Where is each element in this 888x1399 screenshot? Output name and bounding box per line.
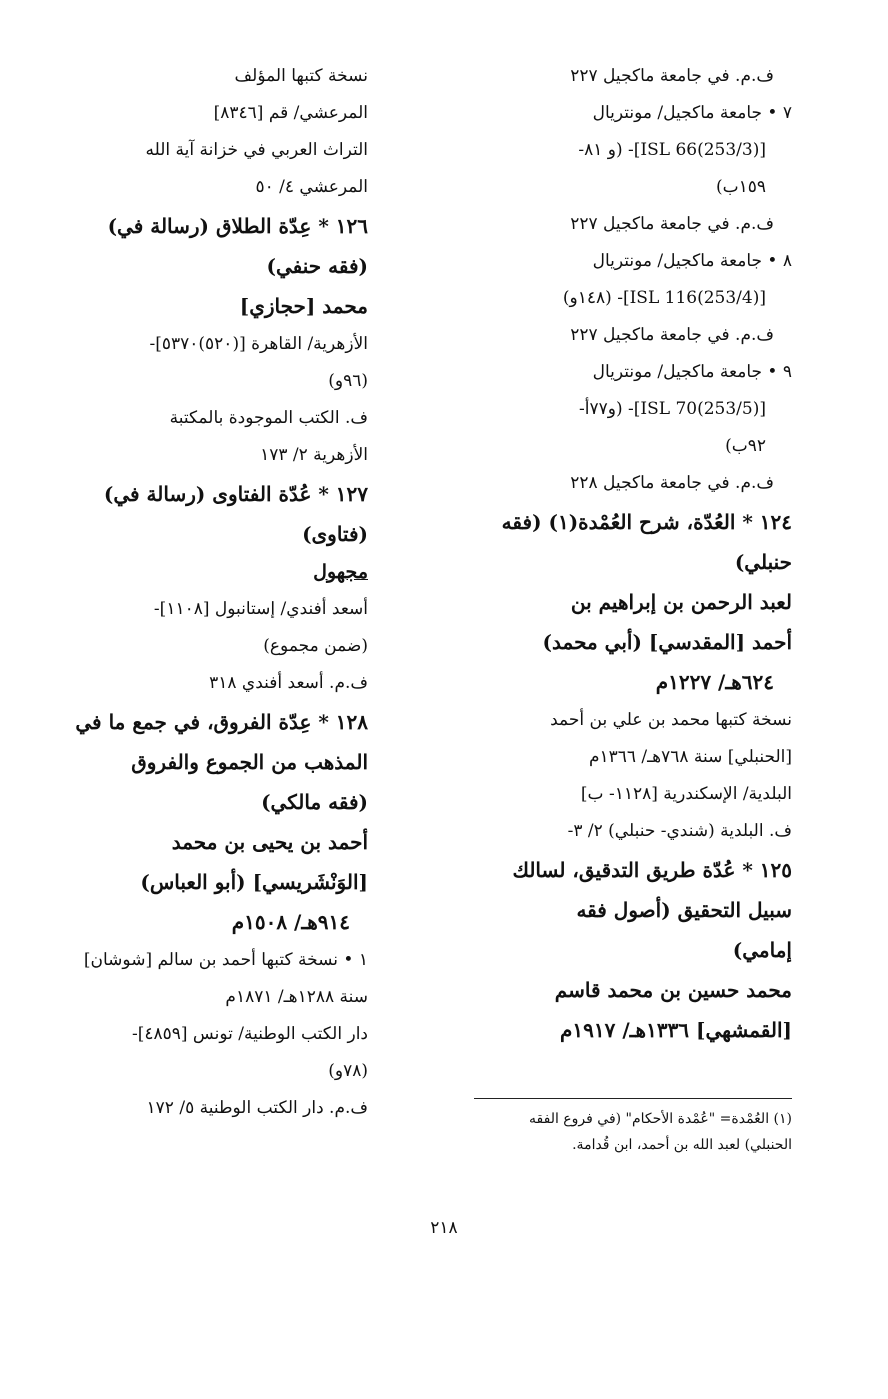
text-line: ف.م. في جامعة ماكجيل ٢٢٧: [570, 66, 774, 86]
text-line: ١٢٦ * عِدّة الطلاق (رسالة في): [107, 214, 368, 238]
text-line: ف.م. في جامعة ماكجيل ٢٢٧: [570, 325, 774, 345]
text-line: ٦٢٤هـ/ ١٢٢٧م: [655, 670, 774, 694]
text-line: الأزهرية/ القاهرة [(٥٢٠)٥٣٧٠]-: [149, 334, 368, 354]
text-line: ف.م. دار الكتب الوطنية ٥/ ١٧٢: [146, 1098, 368, 1118]
text-line: ١٢٧ * عُدّة الفتاوى (رسالة في): [103, 482, 368, 506]
text-line: ١٥٩ب): [715, 177, 766, 197]
text-line: ١ • نسخة كتبها أحمد بن سالم [شوشان]: [83, 950, 368, 970]
footnote-line: الحنبلي) لعبد الله بن أحمد، ابن قُدامة.: [572, 1137, 792, 1153]
text-line: نسخة كتبها المؤلف: [234, 66, 368, 86]
text-line: (٩٦و): [328, 371, 368, 391]
text-line: (ضمن مجموع): [263, 636, 368, 656]
text-line: مجهول: [313, 561, 368, 583]
text-line: المرعشي ٤/ ٥٠: [255, 177, 368, 197]
text-line: [القمشهي] ١٣٣٦هـ/ ١٩١٧م: [560, 1018, 792, 1042]
text-line: البلدية/ الإسكندرية [١١٢٨- ب]: [580, 784, 792, 804]
text-line: محمد [حجازي]: [239, 294, 368, 318]
right-column: [442, 58, 792, 1050]
text-line: ٩٢ب): [725, 436, 766, 456]
text-line: المذهب من الجموع والفروق: [131, 750, 368, 774]
text-line: ٩ • جامعة ماكجيل/ مونتريال: [592, 362, 792, 382]
left-column: [33, 58, 368, 1127]
text-line: سنة ١٢٨٨هـ/ ١٨٧١م: [225, 987, 368, 1007]
text-line: (٧٨و): [328, 1061, 368, 1081]
text-line: الأزهرية ٢/ ١٧٣: [260, 445, 368, 465]
text-line: ف. الكتب الموجودة بالمكتبة: [169, 408, 368, 428]
text-line: [ISL 70(253/5)]- (و٧٧أ-: [579, 399, 766, 419]
footnote-rule: [474, 1098, 792, 1099]
page-number: ٢١٨: [430, 1218, 458, 1238]
text-line: سبيل التحقيق (أصول فقه: [576, 898, 792, 922]
text-line: [ISL 116(253/4)]- (١٤٨و): [562, 288, 766, 308]
text-line: نسخة كتبها محمد بن علي بن أحمد: [550, 710, 792, 730]
text-line: إمامي): [732, 938, 792, 962]
text-line: (فتاوى): [302, 522, 368, 546]
text-line: دار الكتب الوطنية/ تونس [٤٨٥٩]-: [131, 1024, 368, 1044]
text-line: ٨ • جامعة ماكجيل/ مونتريال: [592, 251, 792, 271]
text-line: حنبلي): [734, 550, 792, 574]
text-line: ٧ • جامعة ماكجيل/ مونتريال: [592, 103, 792, 123]
text-line: ١٢٨ * عِدّة الفروق، في جمع ما في: [75, 710, 368, 734]
footnote-line: (١) العُمْدة= "عُمْدة الأحكام" (في فروع الفقه: [529, 1111, 792, 1127]
text-line: (فقه حنفي): [266, 254, 368, 278]
text-line: ف.م. في جامعة ماكجيل ٢٢٨: [570, 473, 774, 493]
text-line: أسعد أفندي/ إستانبول [١١٠٨]-: [153, 599, 368, 619]
text-line: التراث العربي في خزانة آية الله: [145, 140, 368, 160]
text-line: ٩١٤هـ/ ١٥٠٨م: [231, 910, 350, 934]
text-line: ف.م. في جامعة ماكجيل ٢٢٧: [570, 214, 774, 234]
text-line: ف.م. أسعد أفندي ٣١٨: [209, 673, 368, 693]
footnote: [442, 1106, 792, 1158]
text-line: [ISL 66(253/3)]- (و ٨١-: [578, 140, 766, 160]
text-line: ف. البلدية (شندي- حنبلي) ٢/ ٣-: [567, 821, 792, 841]
text-line: [الحنبلي] سنة ٧٦٨هـ/ ١٣٦٦م: [588, 747, 792, 767]
text-line: أحمد [المقدسي] (أبي محمد): [542, 630, 792, 654]
text-line: ١٢٥ * عُدّة طريق التدقيق، لسالك: [512, 858, 792, 882]
text-line: لعبد الرحمن بن إبراهيم بن: [570, 590, 792, 614]
text-line: ١٢٤ * العُدّة، شرح العُمْدة(١) (فقه: [501, 510, 792, 534]
text-line: (فقه مالكي): [261, 790, 368, 814]
text-line: المرعشي/ قم [٨٣٤٦]: [213, 103, 368, 123]
text-line: [الوَنْشَريسي] (أبو العباس): [140, 870, 368, 894]
text-line: محمد حسين بن محمد قاسم: [554, 978, 792, 1002]
text-line: أحمد بن يحيى بن محمد: [171, 830, 368, 854]
